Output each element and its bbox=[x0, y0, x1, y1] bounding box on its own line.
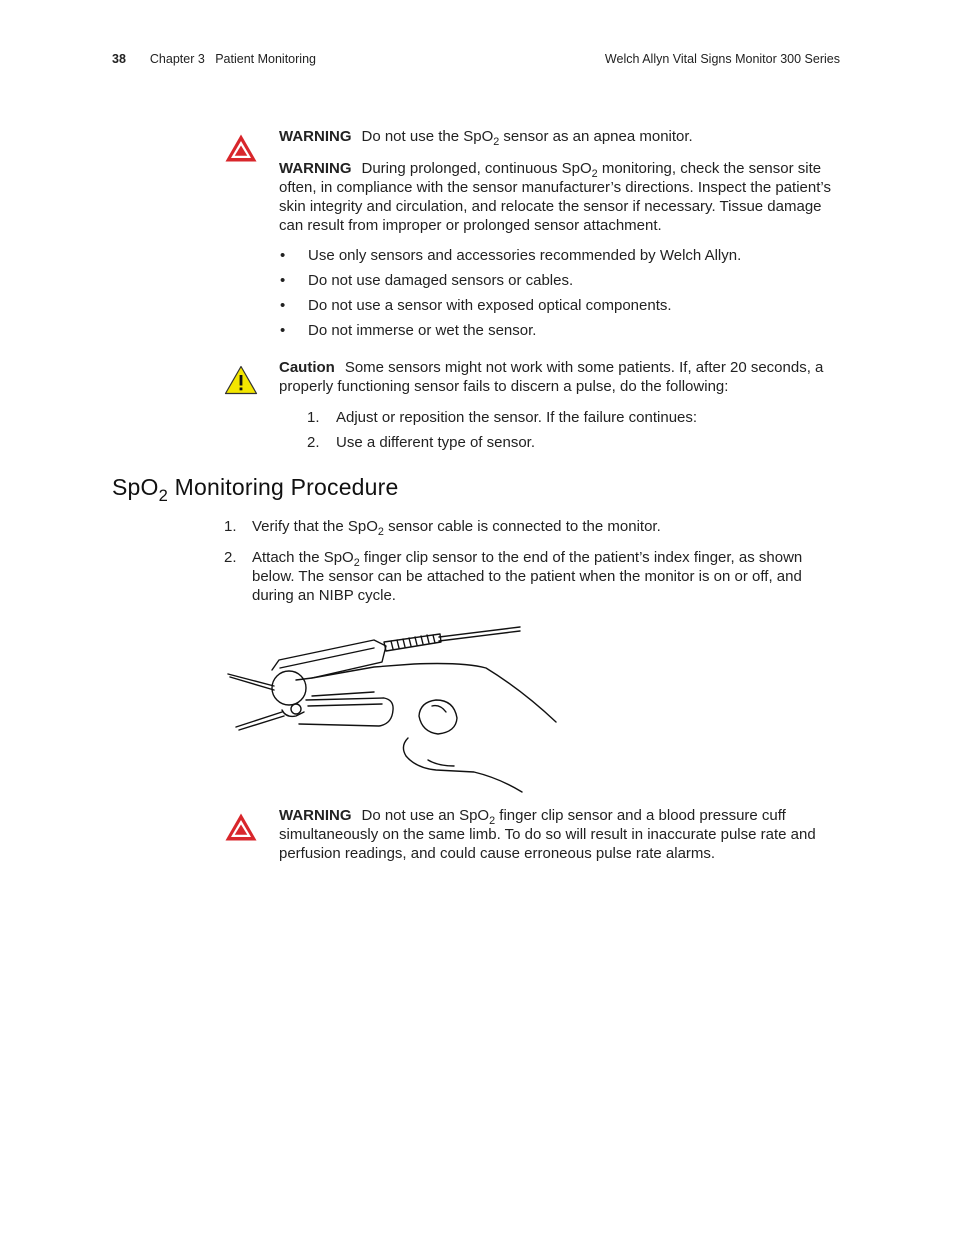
list-item bbox=[224, 517, 838, 548]
subscript: 2 bbox=[489, 814, 496, 827]
list-item: • Do not immerse or wet the sensor. bbox=[279, 321, 839, 346]
page-number: 38 bbox=[112, 52, 126, 66]
running-header-left bbox=[112, 52, 316, 66]
list-item: • Do not use damaged sensors or cables. bbox=[279, 271, 839, 296]
step-text: finger clip sensor to the end of the patient’s index finger, as shown below. The sensor can be attached to the patient when the monitor is on or off, and during an NIBP cycle. bbox=[252, 549, 803, 604]
warning-triangle-icon bbox=[224, 133, 258, 163]
warning-text: During prolonged, continuous SpO bbox=[361, 160, 592, 177]
caution-label: Caution bbox=[279, 359, 335, 376]
warning-label: WARNING bbox=[279, 128, 352, 145]
warning-text: Do not use an SpO bbox=[361, 807, 490, 824]
step-number: 1. bbox=[307, 409, 320, 426]
procedure-steps bbox=[224, 517, 838, 605]
manual-title: Welch Allyn Vital Signs Monitor 300 Series bbox=[604, 52, 840, 66]
step-text: Use a different type of sensor. bbox=[336, 434, 536, 451]
list-item bbox=[307, 408, 837, 433]
step-text: Adjust or reposition the sensor. If the failure continues: bbox=[336, 409, 698, 426]
subscript: 2 bbox=[158, 485, 169, 505]
subscript: 2 bbox=[591, 167, 598, 180]
step-text: Attach the SpO bbox=[252, 549, 354, 566]
subscript: 2 bbox=[353, 556, 360, 569]
warning-text: sensor as an apnea monitor. bbox=[499, 128, 693, 145]
step-text: Verify that the SpO bbox=[252, 518, 378, 535]
caution-triangle-icon bbox=[224, 365, 258, 395]
step-text: sensor cable is connected to the monitor. bbox=[383, 518, 661, 535]
heading-text: Monitoring Procedure bbox=[168, 474, 399, 500]
warning-text: finger clip sensor and a blood pressure cuff simultaneously on the same limb. To do so will result in inaccurate pulse rate and perfusion readings, and could cause erroneous pulse rate alarms. bbox=[279, 807, 816, 862]
subscript: 2 bbox=[377, 525, 384, 538]
heading-text: SpO bbox=[112, 474, 159, 500]
caution-steps bbox=[307, 408, 837, 458]
subscript: 2 bbox=[493, 135, 500, 148]
step-number: 2. bbox=[307, 434, 320, 451]
warning-triangle-icon bbox=[224, 812, 258, 842]
step-number: 2. bbox=[224, 549, 237, 566]
chapter-title: Chapter 3 Patient Monitoring bbox=[149, 52, 316, 66]
section-heading bbox=[112, 474, 399, 505]
warning-apnea bbox=[279, 127, 844, 146]
warning-bp-cuff bbox=[279, 806, 844, 863]
warning-text: Do not use the SpO bbox=[361, 128, 494, 145]
list-item: • Use only sensors and accessories recommended by Welch Allyn. bbox=[279, 246, 839, 271]
list-item bbox=[307, 433, 837, 458]
step-number: 1. bbox=[224, 518, 237, 535]
caution-text: Some sensors might not work with some patients. If, after 20 seconds, a properly functioning sensor fails to discern a pulse, do the following: bbox=[279, 359, 824, 395]
warning-text: monitoring, check the sensor site often, in compliance with the sensor manufacturer’s directions. Inspect the patient’s skin integrity and circulation, and relocate the sensor if necessary. Tissue damage can result from improper or prolonged sensor attachment. bbox=[279, 160, 831, 234]
list-item: • Do not use a sensor with exposed optical components. bbox=[279, 296, 839, 321]
warning-prolonged-monitoring bbox=[279, 159, 844, 235]
sensor-precautions-list bbox=[279, 246, 839, 346]
caution-block bbox=[279, 358, 844, 396]
list-item bbox=[224, 548, 838, 605]
finger-clip-sensor-illustration bbox=[224, 620, 564, 796]
warning-label: WARNING bbox=[279, 807, 352, 824]
warning-label: WARNING bbox=[279, 160, 352, 177]
